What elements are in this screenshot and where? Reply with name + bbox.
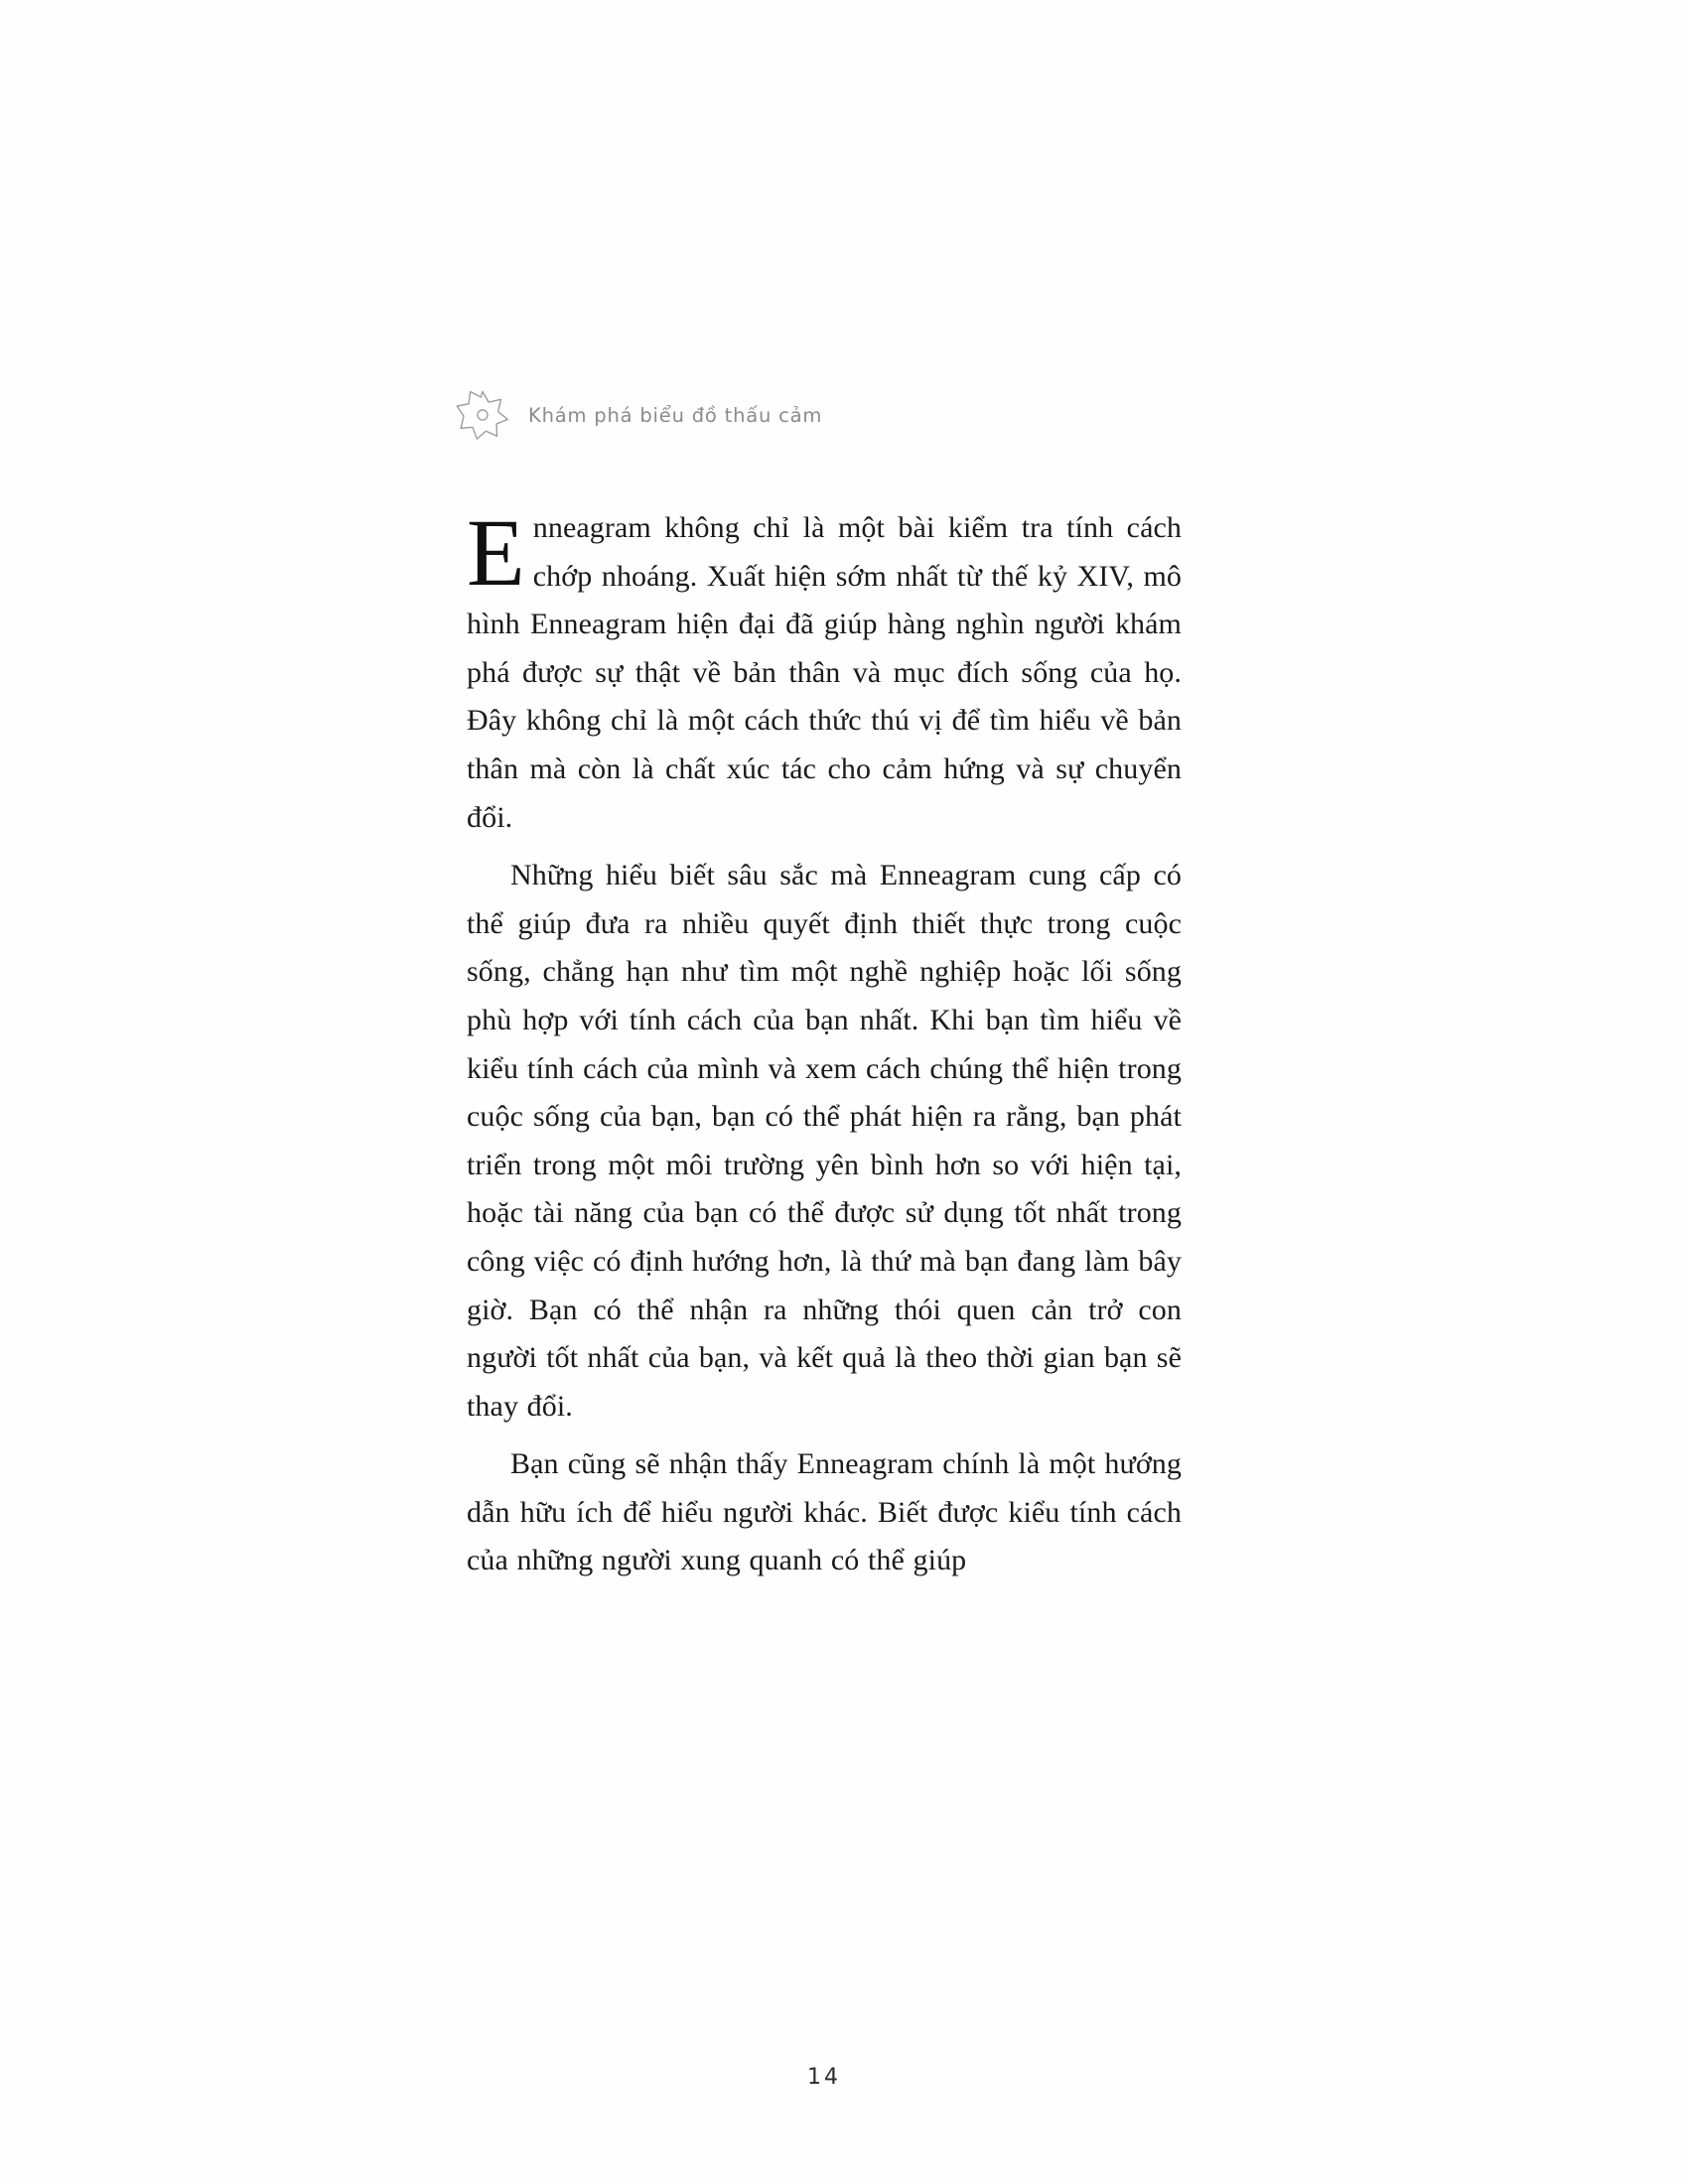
paragraph-2: Những hiểu biết sâu sắc mà Enneagram cung cấp có thể giúp đưa ra nhiều quyết định thiết thực trong cuộc sống, chẳng hạn như tìm một nghề nghiệp hoặc lối sống phù hợp với tính cách của bạn nhất. Khi bạn tìm hiểu về kiểu tính cách của mình và xem cách chúng thể hiện trong cuộc sống của bạn, bạn có thể phát hiện ra rằng, bạn phát triển trong một môi trường yên bình hơn so với hiện tại, hoặc tài năng của bạn có thể được sử dụng tốt nhất trong công việc có định hướng hơn, là thứ mà bạn đang làm bây giờ. Bạn có thể nhận ra những thói quen cản trở con người tốt nhất của bạn, và kết quả là theo thời gian bạn sẽ thay đổi. [467,859,1182,1423]
paragraph-1-text: nneagram không chỉ là một bài kiểm tra tính cách chớp nhoáng. Xuất hiện sớm nhất từ thế kỷ XIV, mô hình Enneagram hiện đại đã giúp hàng nghìn người khám phá được sự thật về bản thân và mục đích sống của họ. Đây không chỉ là một cách thức thú vị để tìm hiểu về bản thân mà còn là chất xúc tác cho cảm hứng và sự chuyển đổi. [467,511,1182,834]
page-content [467,387,1182,2090]
running-head-title: Khám phá biểu đồ thấu cảm [528,403,823,427]
nine-pointed-star-icon [455,387,510,443]
running-head [467,387,1182,443]
page-number: 14 [807,2065,841,2090]
paragraph-1 [467,499,1182,842]
drop-cap: E [467,499,525,606]
paragraph-3: Bạn cũng sẽ nhận thấy Enneagram chính là một hướng dẫn hữu ích để hiểu người khác. Biết được kiểu tính cách của những người xung quanh có thể giúp [467,1447,1182,1577]
